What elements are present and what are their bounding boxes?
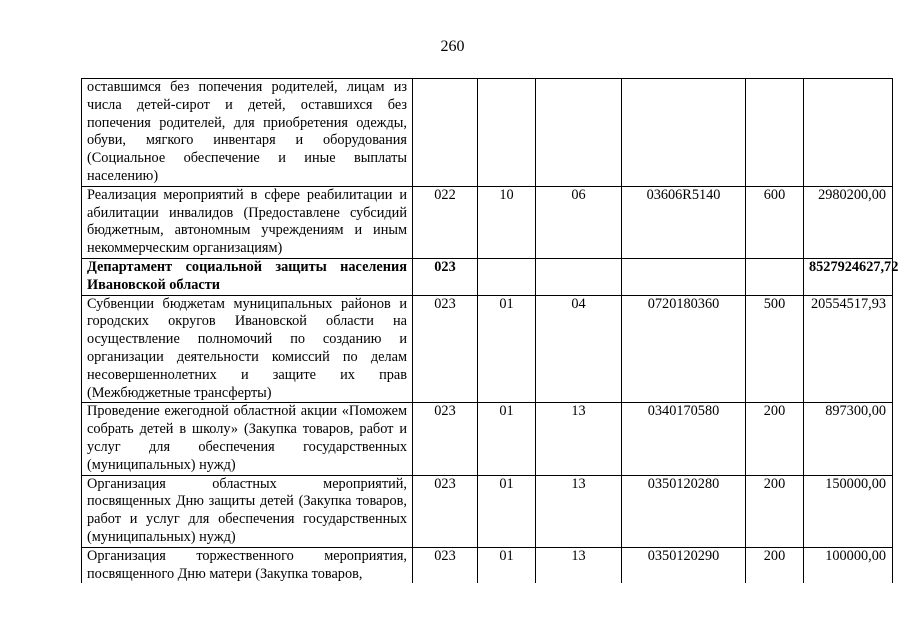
amount-value: 20554517,93 [804,295,893,403]
expense-type-code: 200 [746,547,804,583]
section-code: 10 [478,186,536,258]
ministry-code: 023 [413,475,478,547]
target-article-code: 03606R5140 [622,186,746,258]
amount-value: 897300,00 [804,403,893,475]
amount-value: 150000,00 [804,475,893,547]
ministry-code: 023 [413,258,478,295]
ministry-code: 023 [413,547,478,583]
expense-type-code: 200 [746,475,804,547]
subsection-code [536,258,622,295]
amount-value: 100000,00 [804,547,893,583]
target-article-code: 0350120280 [622,475,746,547]
section-code: 01 [478,295,536,403]
target-article-code [622,258,746,295]
target-article-code: 0720180360 [622,295,746,403]
row-description: Проведение ежегодной областной акции «Поможем собрать детей в школу» (Закупка товаров, работ и услуг для обеспечения государственных (муниципальных) нужд) [82,403,413,475]
table-row [82,295,893,403]
section-code: 01 [478,547,536,583]
row-description [82,547,413,583]
table-row-department [82,258,893,295]
target-article-code: 0350120290 [622,547,746,583]
amount-value: 2980200,00 [804,186,893,258]
subsection-code [536,79,622,187]
target-article-code [622,79,746,187]
target-article-code: 0340170580 [622,403,746,475]
section-code: 01 [478,403,536,475]
row-description: Департамент социальной защиты населения Ивановской области [82,258,413,295]
section-code [478,79,536,187]
table-row [82,403,893,475]
expense-type-code: 600 [746,186,804,258]
row-description: оставшимся без попечения родителей, лицам из числа детей-сирот и детей, оставшихся без попечения родителей, для приобретения одежды, обуви, мягкого инвентаря и оборудования (Социальное обеспечение и иные выплаты населению) [82,79,413,187]
budget-table [81,78,899,583]
section-code: 01 [478,475,536,547]
subsection-code: 06 [536,186,622,258]
row-description: Реализация мероприятий в сфере реабилитации и абилитации инвалидов (Предоставлене субсидий бюджетным, автономным учреждениям и иным некоммерческим организациям) [82,186,413,258]
ministry-code [413,79,478,187]
row-description: Субвенции бюджетам муниципальных районов и городских округов Ивановской области на осуществление полномочий по созданию и организации деятельности комиссий по делам несовершеннолетних и защите их прав (Межбюджетные трансферты) [82,295,413,403]
table-row [82,547,893,583]
table-row [82,186,893,258]
amount-value [804,79,893,187]
table-row [82,79,893,187]
subsection-code: 13 [536,403,622,475]
section-code [478,258,536,295]
ministry-code: 023 [413,403,478,475]
ministry-code: 023 [413,295,478,403]
table-row [82,475,893,547]
ministry-code: 022 [413,186,478,258]
page-number: 260 [440,38,465,55]
amount-value: 8527924627,72 [804,258,893,295]
expense-type-code [746,79,804,187]
expense-type-code: 200 [746,403,804,475]
subsection-code: 13 [536,547,622,583]
expense-type-code: 500 [746,295,804,403]
subsection-code: 04 [536,295,622,403]
subsection-code: 13 [536,475,622,547]
row-description: Организация областных мероприятий, посвященных Дню защиты детей (Закупка товаров, работ и услуг для обеспечения государственных (муниципальных) нужд) [82,475,413,547]
expense-type-code [746,258,804,295]
row-description-text: Организация торжественного мероприятия, посвященного Дню матери (Закупка товаров, [87,547,407,582]
